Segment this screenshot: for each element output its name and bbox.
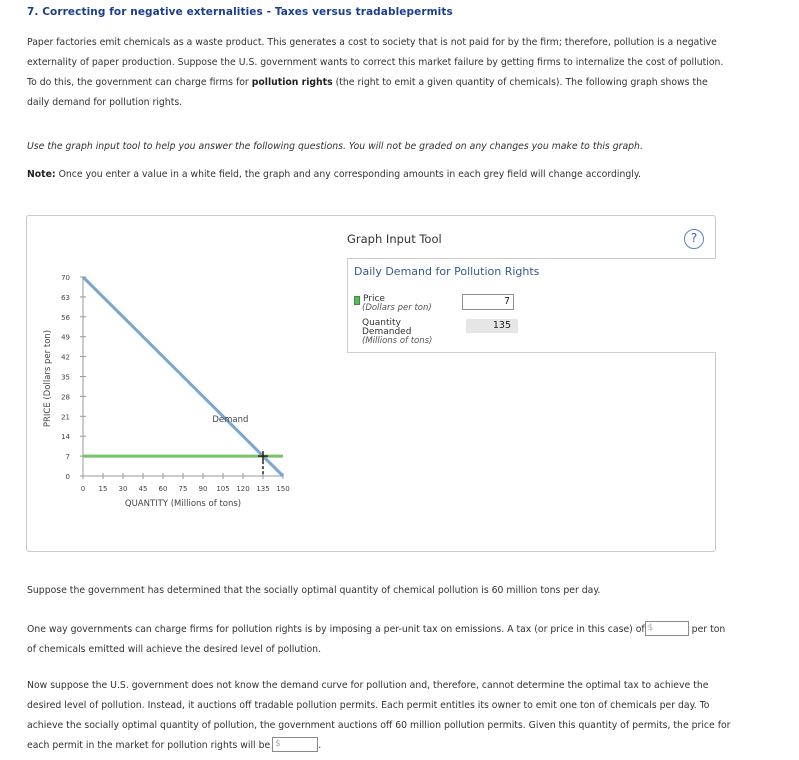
pollution-rights-term: pollution rights xyxy=(251,77,333,88)
tax-question-line-1 xyxy=(27,620,762,640)
y-tick-label: 35 xyxy=(61,373,70,382)
intro-line-3-post: (the right to emit a given quantity of chemicals). The following graph shows the xyxy=(332,77,708,88)
permit-question-line-1: Now suppose the U.S. government does not know the demand curve for pollution and, therefore, cannot determine the optimal tax to achieve the xyxy=(27,680,709,691)
x-tick-label: 30 xyxy=(118,485,128,493)
y-tick-label: 56 xyxy=(61,313,70,322)
optimal-quantity-statement: Suppose the government has determined that the socially optimal quantity of chemical pollution is 60 million tons per day. xyxy=(27,585,601,596)
intro-line-4: daily demand for pollution rights. xyxy=(27,97,183,108)
permit-question-line-2: desired level of pollution. Instead, it auctions off tradable pollution permits. Each permit entitles its owner to emit one ton of chemicals per day. To xyxy=(27,700,710,711)
help-icon[interactable]: ? xyxy=(684,229,704,249)
y-axis-label: PRICE (Dollars per ton) xyxy=(43,329,53,428)
price-line-swatch-icon xyxy=(354,296,360,305)
permit-question-line-3: achieve the socially optimal quantity of pollution, the government auctions off 60 million pollution permits. Given this quantity of permits, the price for xyxy=(27,720,731,731)
x-tick-label: 60 xyxy=(158,485,168,493)
y-tick-label: 28 xyxy=(61,393,70,402)
y-tick-label: 70 xyxy=(61,274,70,282)
permit-price-input[interactable]: $ xyxy=(272,737,318,752)
x-tick-label: 105 xyxy=(216,485,230,493)
x-tick-label: 135 xyxy=(256,485,270,493)
quantity-unit: (Millions of tons) xyxy=(362,336,433,346)
x-tick-label: 120 xyxy=(236,485,250,493)
y-tick-label: 42 xyxy=(61,353,70,362)
note-label: Note: xyxy=(27,169,56,180)
graph-note: Use the graph input tool to help you answer the following questions. You will not be graded on any changes you make to this graph. xyxy=(27,141,643,152)
tax-question-text: One way governments can charge firms for pollution rights is by imposing a per-unit tax on emissions. A tax (or price in this case) of xyxy=(27,624,645,635)
x-tick-label: 90 xyxy=(198,485,208,493)
x-tick-label: 45 xyxy=(138,485,148,493)
quantity-label: Quantity xyxy=(362,318,401,328)
quantity-demanded-field: 135 xyxy=(466,319,518,333)
intro-line-1: Paper factories emit chemicals as a waste product. This generates a cost to society that is not paid for by the firm; therefore, pollution is a negative xyxy=(27,37,717,48)
y-tick-label: 0 xyxy=(65,473,70,481)
x-tick-label: 0 xyxy=(80,485,86,493)
tax-answer-input[interactable]: $ xyxy=(645,621,689,636)
x-axis-label: QUANTITY (Millions of tons) xyxy=(124,499,242,509)
tax-question-line-2: of chemicals emitted will achieve the desired level of pollution. xyxy=(27,644,322,655)
graph-input-tool-title: Graph Input Tool xyxy=(347,232,442,246)
y-tick-label: 63 xyxy=(61,293,70,302)
y-tick-label: 7 xyxy=(65,453,70,462)
price-unit: (Dollars per ton) xyxy=(362,303,432,313)
x-tick-label: 15 xyxy=(98,485,108,493)
permit-question xyxy=(27,676,762,756)
y-tick-label: 49 xyxy=(61,333,70,342)
x-tick-label: 75 xyxy=(178,485,188,493)
price-label: Price xyxy=(363,294,385,304)
price-input[interactable]: 7 xyxy=(462,294,514,310)
demand-line xyxy=(83,277,283,476)
demanded-label: Demanded xyxy=(362,327,412,337)
permit-question-end: . xyxy=(318,740,322,751)
note-text: Once you enter a value in a white field, the graph and any corresponding amounts in each grey field will change accordingly. xyxy=(55,169,641,180)
permit-question-line-4 xyxy=(27,736,762,756)
question-title: 7. Correcting for negative externalities - Taxes versus tradablepermits xyxy=(27,6,453,18)
tool-heading: Daily Demand for Pollution Rights xyxy=(354,265,540,278)
tax-question xyxy=(27,620,762,660)
per-ton-label: per ton xyxy=(691,624,726,635)
demand-curve-label: Demand xyxy=(212,415,249,426)
intro-line-2: externality of paper production. Suppose the U.S. government wants to correct this market failure by getting firms to internalize the cost of pollution. xyxy=(27,57,724,68)
y-tick-label: 14 xyxy=(61,433,70,442)
intro-line-3-pre: To do this, the government can charge firms for xyxy=(27,77,252,88)
permit-question-text: each permit in the market for pollution rights will be xyxy=(27,740,271,751)
y-tick-label: 21 xyxy=(61,413,70,422)
x-tick-label: 150 xyxy=(276,485,290,493)
